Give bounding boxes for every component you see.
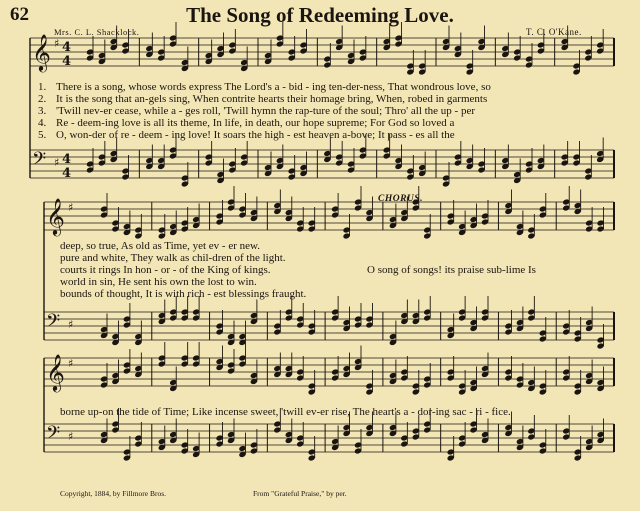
verse-ending-line: world in sin, He sent his own the lost to win. [60,276,257,288]
sharp-icon: ♯ [54,156,60,169]
verse-ending-line: deep, so true, As old as Time, yet ev - er new. [60,240,261,252]
final-lyric-line: borne up-on the tide of Time; Like incense sweet, 'twill ev-er rise, The heart's a - dor-ing sac - ri - fice. [60,406,511,418]
sharp-icon: ♯ [68,357,74,370]
verse-line: 5. O, won-der of re - deem - ing love! It soars the high - est heaven a-bove; It pass - es all the [38,129,455,141]
verse-line: 1. There is a song, whose words express The Lord's a - bid - ing ten-der-ness, That wondrous love, so [38,81,491,93]
copyright-notice: Copyright, 1884, by Fillmore Bros. [60,489,167,498]
composer-credit: T. C. O'Kane. [526,27,582,37]
lyricist-credit: Mrs. C. L. Shacklock. [54,27,140,37]
sharp-icon: ♯ [54,37,60,50]
treble-clef-icon: 𝄞 [46,197,65,235]
time-signature-top: 4 [62,152,72,167]
sharp-icon: ♯ [68,201,74,214]
source-credit: From "Grateful Praise," by per. [253,489,347,498]
chorus-lyric-line: O song of songs! its praise sub-lime Is [367,264,536,276]
sharp-icon: ♯ [68,430,74,443]
verse-line: 3. 'Twill nev-er cease, while a - ges roll, 'Twill hymn the rap-ture of the soul; Thro' all the up - per [38,105,476,117]
time-signature-bottom: 4 [62,166,72,181]
time-signature-bottom: 4 [62,54,72,69]
verse-line: 4. Re - deem-ing love is all its theme, In life, in death, our hope supreme; For God so loved a [38,117,455,129]
verse-ending-line: bounds of thought, It is with rich - est blessings fraught. [60,288,307,300]
treble-clef-icon: 𝄞 [46,353,65,391]
bass-clef-icon: 𝄢 [46,311,61,336]
hymn-title: The Song of Redeeming Love. [186,3,454,27]
sharp-icon: ♯ [68,318,74,331]
time-signature-top: 4 [62,40,72,55]
bass-clef-icon: 𝄢 [46,423,61,448]
bass-clef-icon: 𝄢 [32,149,47,174]
verse-ending-line: courts it rings In hon - or - of the King of kings. [60,264,271,276]
treble-clef-icon: 𝄞 [32,33,51,71]
chorus-label: CHORUS. [378,194,423,204]
verse-line: 2. It is the song that an-gels sing, When contrite hearts their homage bring, When, robed in garments [38,93,488,105]
page-number: 62 [10,4,29,25]
verse-ending-line: pure and white, They walk as chil-dren of the light. [60,252,286,264]
